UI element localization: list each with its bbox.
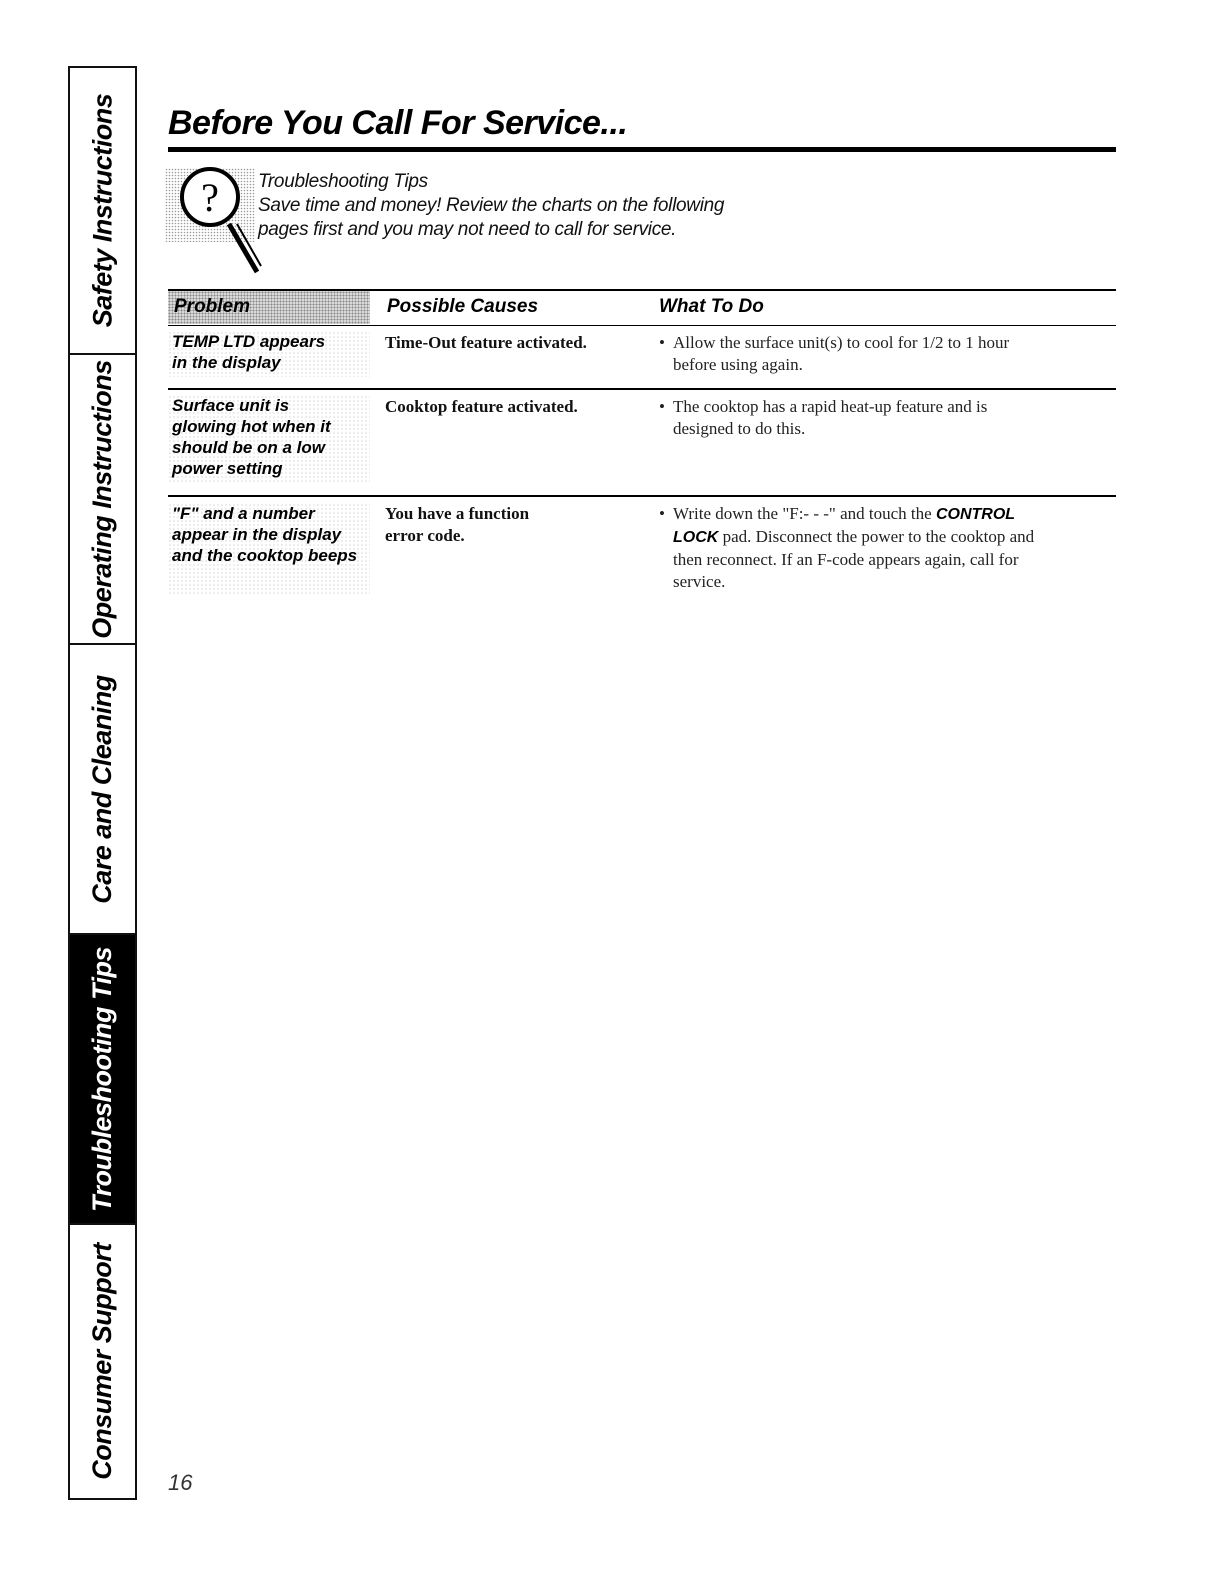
tab-label: Safety Instructions	[87, 93, 117, 328]
bullet: •	[659, 504, 665, 523]
problem-text: glowing hot when it	[172, 417, 331, 436]
problem-cell	[168, 331, 370, 377]
bullet: •	[659, 333, 665, 352]
todo-text	[659, 503, 1116, 526]
todo-text: before using again.	[673, 355, 803, 374]
control-keyword: CONTROL	[935, 506, 1016, 523]
todo-text: then reconnect. If an F-code appears again, call for	[673, 550, 1019, 569]
problem-text: TEMP LTD appears	[172, 332, 326, 351]
problem-cell	[168, 503, 370, 595]
todo-column-header: What To Do	[659, 296, 764, 317]
row-rule	[168, 495, 1116, 497]
intro-text	[258, 170, 858, 242]
tab-label: Care and Cleaning	[87, 674, 117, 904]
todo-text: service.	[673, 572, 726, 591]
cause-text: Time-Out feature activated.	[385, 333, 587, 352]
svg-text:?: ?	[201, 175, 219, 220]
intro-line: pages first and you may not need to call for service.	[258, 219, 677, 240]
question-mark-magnifier-icon	[165, 162, 265, 280]
causes-column-header: Possible Causes	[387, 296, 539, 317]
problem-text: power setting	[172, 459, 283, 478]
title-rule	[168, 147, 1116, 152]
todo-text: The cooktop has a rapid heat-up feature and is	[673, 397, 988, 416]
problem-column-header	[168, 291, 370, 324]
intro-line: Save time and money! Review the charts on the following	[258, 195, 725, 216]
problem-text: appear in the display	[172, 525, 342, 544]
problem-text: and the cooktop beeps	[172, 546, 358, 565]
header-rule	[168, 325, 1116, 326]
tab-troubleshooting-tips[interactable]	[70, 935, 135, 1225]
tab-label: Operating Instructions	[87, 359, 117, 639]
cause-text: error code.	[385, 526, 465, 545]
tab-label: Consumer Support	[87, 1243, 118, 1480]
tab-label: Troubleshooting Tips	[87, 946, 117, 1212]
problem-header-label: Problem	[174, 296, 251, 317]
cause-cell	[385, 503, 640, 547]
cause-cell	[385, 396, 640, 418]
side-tabs	[68, 66, 137, 1500]
cause-cell	[385, 332, 640, 354]
bullet: •	[659, 397, 665, 416]
problem-text: should be on a low	[172, 438, 325, 457]
todo-cell	[659, 396, 1116, 440]
problem-cell	[168, 395, 370, 483]
page-title: Before You Call For Service...	[168, 104, 628, 142]
tab-operating-instructions[interactable]	[70, 355, 135, 645]
todo-cell	[659, 503, 1116, 593]
todo-text: designed to do this.	[673, 419, 806, 438]
todo-text: Allow the surface unit(s) to cool for 1/2 to 1 hour	[673, 333, 1010, 352]
row-rule	[168, 388, 1116, 390]
problem-text: in the display	[172, 353, 281, 372]
tab-care-and-cleaning[interactable]	[70, 645, 135, 935]
todo-text-part: Write down the "F:- - -" and touch the	[673, 504, 936, 523]
problem-text: "F" and a number	[172, 504, 315, 523]
todo-text-part: pad. Disconnect the power to the cooktop and	[718, 527, 1035, 546]
cause-text: You have a function	[385, 504, 530, 523]
tab-safety-instructions[interactable]	[70, 68, 135, 355]
todo-text	[659, 526, 1116, 549]
lock-keyword: LOCK	[673, 529, 719, 546]
intro-heading: Troubleshooting Tips	[258, 171, 428, 192]
page-number: 16	[168, 1470, 193, 1495]
tab-consumer-support[interactable]	[70, 1225, 135, 1498]
todo-cell	[659, 332, 1116, 376]
problem-text: Surface unit is	[172, 396, 290, 415]
cause-text: Cooktop feature activated.	[385, 397, 578, 416]
